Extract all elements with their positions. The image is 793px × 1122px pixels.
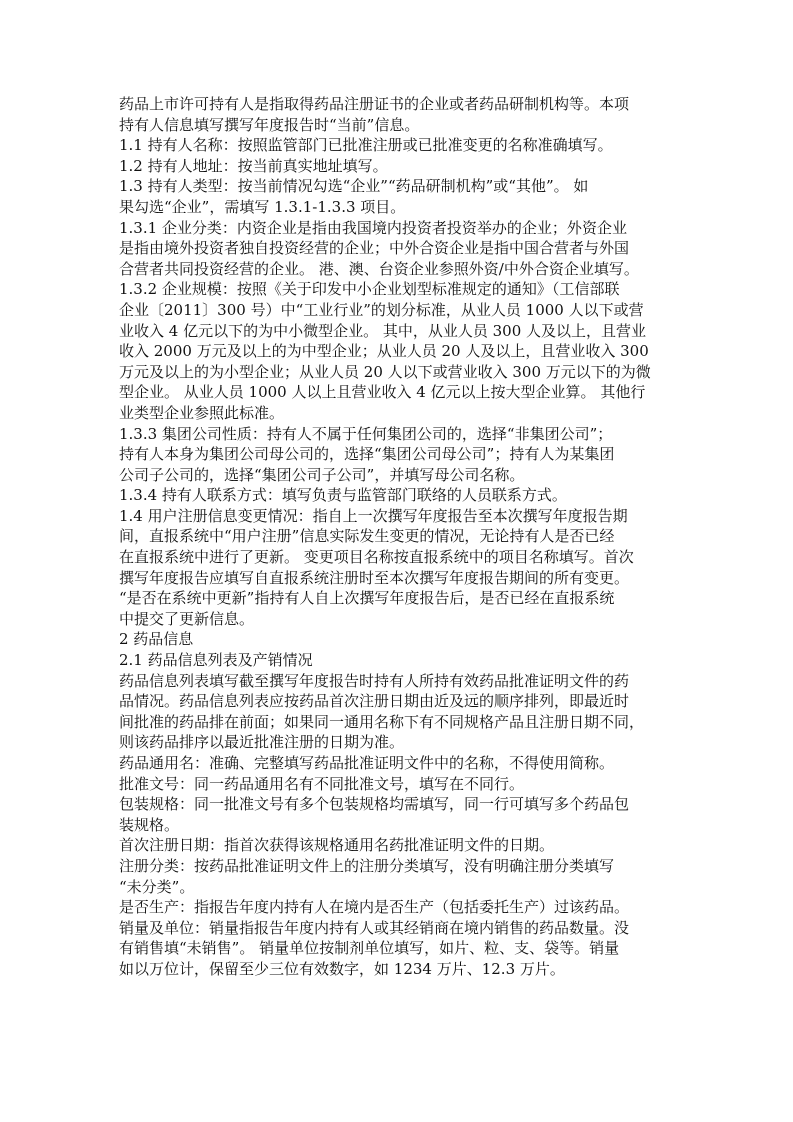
text-line: 万元及以上的为小型企业；从业人员 20 人以下或营业收入 300 万元以下的为微 xyxy=(119,362,651,381)
text-line: 业收入 4 亿元以下的为中小微型企业。 其中，从业人员 300 人及以上，且营业 xyxy=(119,321,647,340)
text-line: 首次注册日期：指首次获得该规格通用名药批准证明文件的日期。 xyxy=(119,836,555,855)
text-line: 2.1 药品信息列表及产销情况 xyxy=(119,651,313,670)
text-line: 间批准的药品排在前面；如果同一通用名称下有不同规格产品且注册日期不同， xyxy=(119,712,645,731)
text-line: 1.4 用户注册信息变更情况：指自上一次撰写年度报告至本次撰写年度报告期 xyxy=(119,506,628,525)
text-line: 在直报系统中进行了更新。 变更项目名称按直报系统中的项目名称填写。首次 xyxy=(119,548,634,567)
text-line: 持有人本身为集团公司母公司的，选择“集团公司母公司”；持有人为某集团 xyxy=(119,445,615,464)
text-line: 药品通用名：准确、完整填写药品批准证明文件中的名称，不得使用简称。 xyxy=(119,754,615,772)
text-line: 有销售填“未销售”。 销量单位按制剂单位填写，如片、粒、支、袋等。销量 xyxy=(119,939,620,958)
text-line: 包装规格：同一批准文号有多个包装规格均需填写，同一行可填写多个药品包 xyxy=(119,795,630,814)
text-line: 品情况。药品信息列表应按药品首次注册日期由近及远的顺序排列，即最近时 xyxy=(119,692,630,711)
text-line: 间，直报系统中“用户注册”信息实际发生变更的情况，无论持有人是否已经 xyxy=(119,527,615,546)
text-line: 收入 2000 万元及以上的为中型企业；从业人员 20 人及以上，且营业收入 300 xyxy=(119,342,649,361)
text-line: 1.1 持有人名称：按照监管部门已批准注册或已批准变更的名称准确填写。 xyxy=(119,136,613,155)
text-line: 1.3.2 企业规模：按照《关于印发中小企业划型标准规定的通知》（工信部联 xyxy=(119,280,620,299)
text-line: 中提交了更新信息。 xyxy=(119,609,255,628)
text-line: 企业〔2011〕300 号）中“工业行业”的划分标准，从业人员 1000 人以下或营 xyxy=(119,300,644,319)
text-line: 注册分类：按药品批准证明文件上的注册分类填写，没有明确注册分类填写 xyxy=(119,856,615,875)
document-body xyxy=(119,94,689,980)
text-line: 则该药品排序以最近批准注册的日期为准。 xyxy=(119,733,405,752)
text-line: 公司子公司的，选择“集团公司子公司”，并填写母公司名称。 xyxy=(119,465,525,484)
text-line: “未分类”。 xyxy=(119,877,195,896)
text-line: 是指由境外投资者独自投资经营的企业；中外合资企业是指中国合营者与外国 xyxy=(119,239,630,258)
text-line: 1.3 持有人类型：按当前情况勾选“企业”“药品研制机构”或“其他”。 如 xyxy=(119,177,589,196)
text-line: 撰写年度报告应填写自直报系统注册时至本次撰写年度报告期间的所有变更。 xyxy=(119,568,630,587)
text-line: 如以万位计，保留至少三位有效数字，如 1234 万片、12.3 万片。 xyxy=(119,959,565,978)
text-line: 果勾选“企业”，需填写 1.3.1-1.3.3 项目。 xyxy=(119,197,406,216)
text-line: 1.2 持有人地址：按当前真实地址填写。 xyxy=(119,156,388,175)
text-line: 装规格。 xyxy=(119,815,180,834)
text-line: “是否在系统中更新”指持有人自上次撰写年度报告后，是否已经在直报系统 xyxy=(119,589,615,608)
text-line: 持有人信息填写撰写年度报告时“当前”信息。 xyxy=(119,115,420,134)
text-line: 合营者共同投资经营的企业。 港、澳、台资企业参照外资/中外合资企业填写。 xyxy=(119,259,639,278)
text-line: 批准文号：同一药品通用名有不同批准文号，填写在不同行。 xyxy=(119,774,525,793)
text-line: 销量及单位：销量指报告年度内持有人或其经销商在境内销售的药品数量。没 xyxy=(119,918,630,937)
text-line: 药品上市许可持有人是指取得药品注册证书的企业或者药品研制机构等。本项 xyxy=(119,95,630,113)
text-line: 1.3.3 集团公司性质：持有人不属于任何集团公司的，选择“非集团公司”； xyxy=(119,424,613,443)
text-line: 是否生产：指报告年度内持有人在境内是否生产（包括委托生产）过该药品。 xyxy=(119,898,630,917)
text-line: 型企业。 从业人员 1000 人以上且营业收入 4 亿元以上按大型企业算。 其他行 xyxy=(119,383,646,402)
text-line: 1.3.4 持有人联系方式：填写负责与监管部门联络的人员联系方式。 xyxy=(119,486,567,505)
text-line: 业类型企业参照此标准。 xyxy=(119,403,285,422)
text-line: 1.3.1 企业分类：内资企业是指由我国境内投资者投资举办的企业；外资企业 xyxy=(119,218,627,237)
text-line: 2 药品信息 xyxy=(119,630,194,649)
text-line: 药品信息列表填写截至撰写年度报告时持有人所持有效药品批准证明文件的药 xyxy=(119,671,630,690)
